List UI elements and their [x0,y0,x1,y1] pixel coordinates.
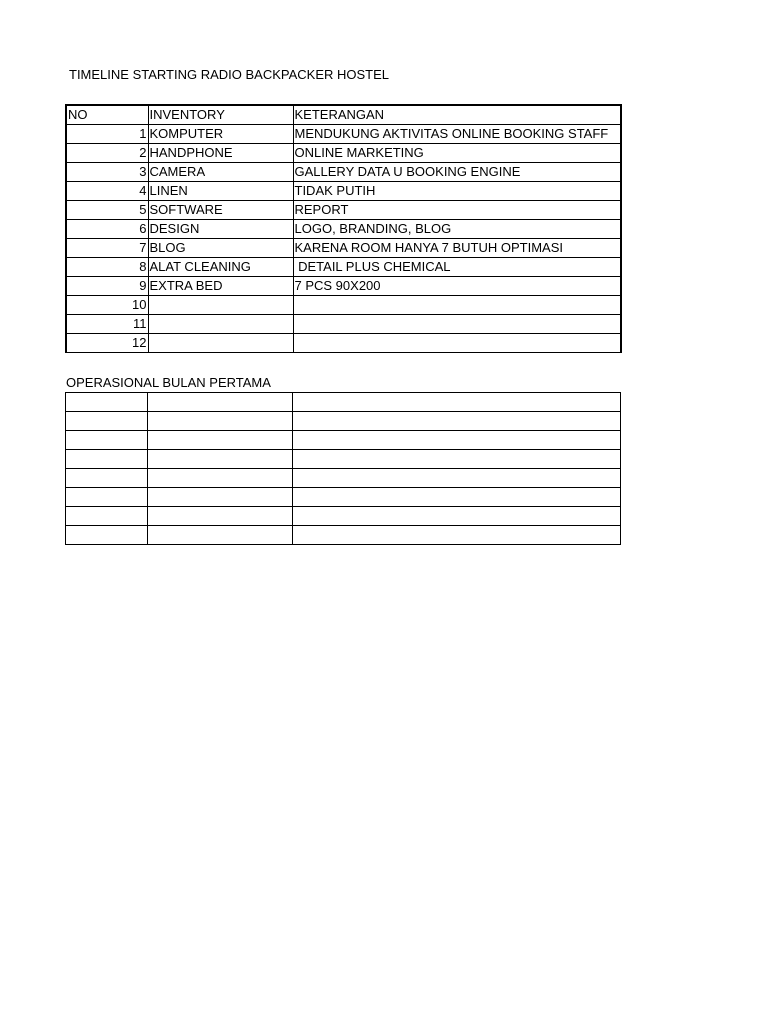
empty-cell[interactable] [66,507,148,526]
table-row [66,315,621,334]
cell-inventory[interactable]: BLOG [148,239,293,258]
table-row [66,526,621,545]
empty-cell[interactable] [66,431,148,450]
table-row [66,163,621,182]
header-inventory[interactable]: INVENTORY [148,105,293,125]
empty-cell[interactable] [66,526,148,545]
cell-inventory[interactable]: KOMPUTER [148,125,293,144]
empty-cell[interactable] [66,412,148,431]
cell-no[interactable]: 2 [66,144,148,163]
empty-cell[interactable] [148,526,293,545]
table-row [66,182,621,201]
cell-keterangan[interactable]: REPORT [293,201,621,220]
operational-title: OPERASIONAL BULAN PERTAMA [66,375,271,390]
table-row [66,201,621,220]
cell-keterangan[interactable] [293,315,621,334]
table-row [66,469,621,488]
empty-cell[interactable] [148,431,293,450]
empty-cell[interactable] [148,507,293,526]
table-row [66,334,621,353]
table-row [66,277,621,296]
empty-cell[interactable] [293,412,621,431]
cell-keterangan[interactable]: 7 PCS 90X200 [293,277,621,296]
table-row [66,488,621,507]
header-no[interactable]: NO [66,105,148,125]
cell-no[interactable]: 10 [66,296,148,315]
cell-no[interactable]: 7 [66,239,148,258]
table-row [66,220,621,239]
cell-keterangan[interactable]: ONLINE MARKETING [293,144,621,163]
empty-cell[interactable] [293,507,621,526]
cell-keterangan[interactable]: LOGO, BRANDING, BLOG [293,220,621,239]
document-title: TIMELINE STARTING RADIO BACKPACKER HOSTEL [69,67,390,82]
empty-cell[interactable] [293,488,621,507]
empty-cell[interactable] [293,431,621,450]
empty-cell[interactable] [66,450,148,469]
table-row [66,393,621,412]
cell-no[interactable]: 4 [66,182,148,201]
cell-keterangan[interactable]: GALLERY DATA U BOOKING ENGINE [293,163,621,182]
empty-cell[interactable] [66,469,148,488]
table-row [66,412,621,431]
cell-keterangan[interactable]: KARENA ROOM HANYA 7 BUTUH OPTIMASI [293,239,621,258]
empty-cell[interactable] [293,450,621,469]
header-keterangan[interactable]: KETERANGAN [293,105,621,125]
empty-cell[interactable] [66,393,148,412]
cell-inventory[interactable] [148,296,293,315]
empty-cell[interactable] [148,469,293,488]
cell-no[interactable]: 5 [66,201,148,220]
cell-inventory[interactable]: SOFTWARE [148,201,293,220]
table-row [66,144,621,163]
table-row [66,431,621,450]
cell-inventory[interactable]: HANDPHONE [148,144,293,163]
empty-cell[interactable] [148,450,293,469]
cell-no[interactable]: 1 [66,125,148,144]
empty-cell[interactable] [293,526,621,545]
table-row [66,258,621,277]
empty-cell[interactable] [148,488,293,507]
empty-cell[interactable] [293,469,621,488]
cell-keterangan[interactable] [293,296,621,315]
cell-inventory[interactable]: EXTRA BED [148,277,293,296]
empty-cell[interactable] [148,393,293,412]
table-row [66,125,621,144]
cell-no[interactable]: 3 [66,163,148,182]
table-row [66,239,621,258]
table-row [66,507,621,526]
empty-cell[interactable] [293,393,621,412]
table-row [66,296,621,315]
inventory-table [65,104,622,353]
table-row [66,450,621,469]
cell-keterangan[interactable] [293,334,621,353]
empty-cell[interactable] [66,488,148,507]
cell-inventory[interactable]: LINEN [148,182,293,201]
cell-keterangan[interactable]: DETAIL PLUS CHEMICAL [293,258,621,277]
cell-no[interactable]: 12 [66,334,148,353]
cell-inventory[interactable] [148,315,293,334]
cell-no[interactable]: 6 [66,220,148,239]
cell-no[interactable]: 8 [66,258,148,277]
empty-cell[interactable] [148,412,293,431]
cell-keterangan[interactable]: TIDAK PUTIH [293,182,621,201]
operational-table [65,392,621,545]
cell-no[interactable]: 11 [66,315,148,334]
inventory-header-row [66,105,621,125]
cell-inventory[interactable]: ALAT CLEANING [148,258,293,277]
cell-keterangan[interactable]: MENDUKUNG AKTIVITAS ONLINE BOOKING STAFF [293,125,621,144]
cell-inventory[interactable]: CAMERA [148,163,293,182]
cell-inventory[interactable] [148,334,293,353]
cell-no[interactable]: 9 [66,277,148,296]
cell-inventory[interactable]: DESIGN [148,220,293,239]
